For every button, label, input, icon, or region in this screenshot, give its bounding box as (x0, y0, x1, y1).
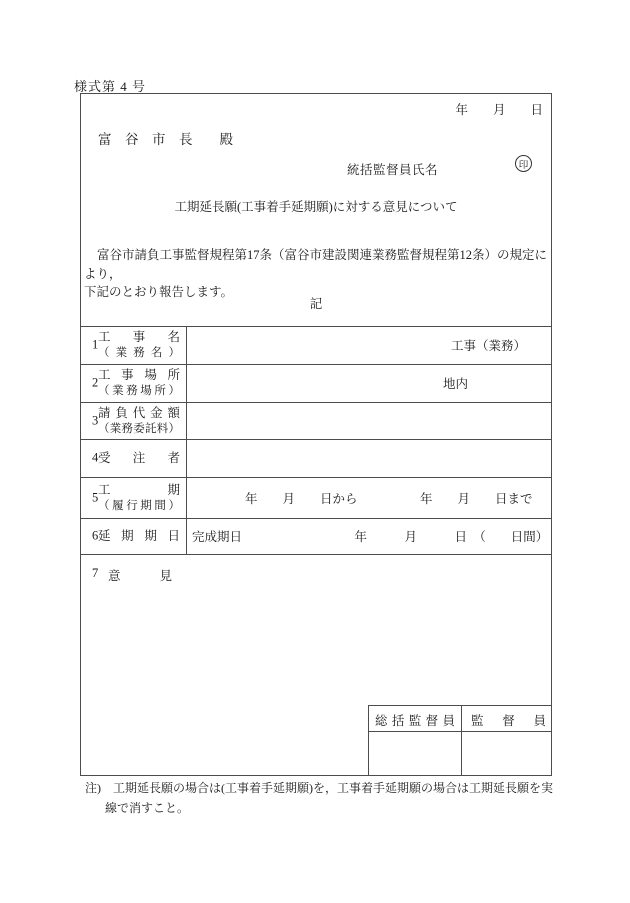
row2-value-cell (187, 364, 551, 402)
supervisor-header: 監督員 (471, 714, 546, 728)
body-line-2: 下記のとおり報告します。 (84, 285, 234, 299)
record-mark: 記 (309, 297, 323, 311)
row5-number: 5 (92, 490, 99, 504)
supervisor-name-label: 統括監督員氏名 (347, 163, 439, 177)
row2-number: 2 (92, 375, 99, 390)
footnote-text-1: 工期延長願の場合は(工事着手延期願)を，工事着手延期願の場合は工期延長願を実 (113, 781, 553, 795)
row1-label: 工事名 (98, 330, 180, 344)
row1-number: 1 (92, 337, 99, 352)
row4-label: 受注者 (98, 451, 180, 465)
row2-label: 工事場所 (98, 368, 180, 382)
row5-label: 工期 (98, 482, 180, 497)
signature-table (368, 705, 551, 775)
row6-value: 完成期日 年 月 日 （ 日間） (192, 530, 549, 544)
row4-label-cell (81, 439, 186, 477)
seal-character: 印 (518, 160, 529, 171)
row6-label: 延期期日 (98, 529, 180, 543)
addressee-mayor: 富 谷 市 長 殿 (98, 132, 233, 147)
row7-number: 7 (92, 566, 99, 580)
row5-value: 年 月 日から 年 月 日まで (245, 491, 533, 506)
row3-label-cell (81, 402, 186, 439)
form-outer-border (80, 93, 552, 776)
footnote-line-1 (85, 779, 553, 796)
row6-value-cell (187, 518, 551, 554)
row1-value-cell (187, 326, 551, 364)
row2-value: 地内 (443, 377, 469, 391)
signature-column-divider (461, 706, 462, 775)
row6-label-cell (81, 518, 186, 554)
row2-label-cell (81, 364, 186, 402)
row4-number: 4 (92, 450, 99, 465)
row1-sublabel: （業務名） (98, 347, 180, 359)
row2-sublabel: （業務場所） (98, 385, 180, 397)
chief-supervisor-header: 総括監督員 (375, 714, 455, 728)
seal-stamp-icon (515, 155, 532, 172)
row1-label-cell (81, 326, 186, 364)
body-line-1: 富谷市請負工事監督規程第17条（富谷市建設関連業務監督規程第12条）の規定により， (84, 248, 548, 281)
row3-label: 請負代金額 (98, 405, 180, 420)
row3-value-cell (187, 402, 551, 439)
date-blank-line: 年 月 日 (455, 103, 543, 117)
row1-value: 工事（業務） (450, 339, 526, 353)
document-title: 工期延長願(工事着手延期願)に対する意見について (174, 200, 458, 214)
footnote-prefix: 注) (85, 781, 101, 795)
footnote-line-2: 線で消すこと。 (105, 801, 190, 815)
row6-number: 6 (92, 528, 99, 543)
row7-label: 意見 (108, 569, 172, 583)
row5-sublabel: （履行期間） (98, 499, 180, 512)
row5-label-cell (81, 477, 186, 518)
row3-number: 3 (92, 413, 99, 427)
form-number-label: 様式第 4 号 (74, 79, 147, 94)
row4-value-cell (187, 439, 551, 477)
row3-sublabel: （業務委託料） (98, 422, 180, 435)
signature-header-line (369, 731, 551, 732)
row5-value-cell (187, 477, 551, 518)
